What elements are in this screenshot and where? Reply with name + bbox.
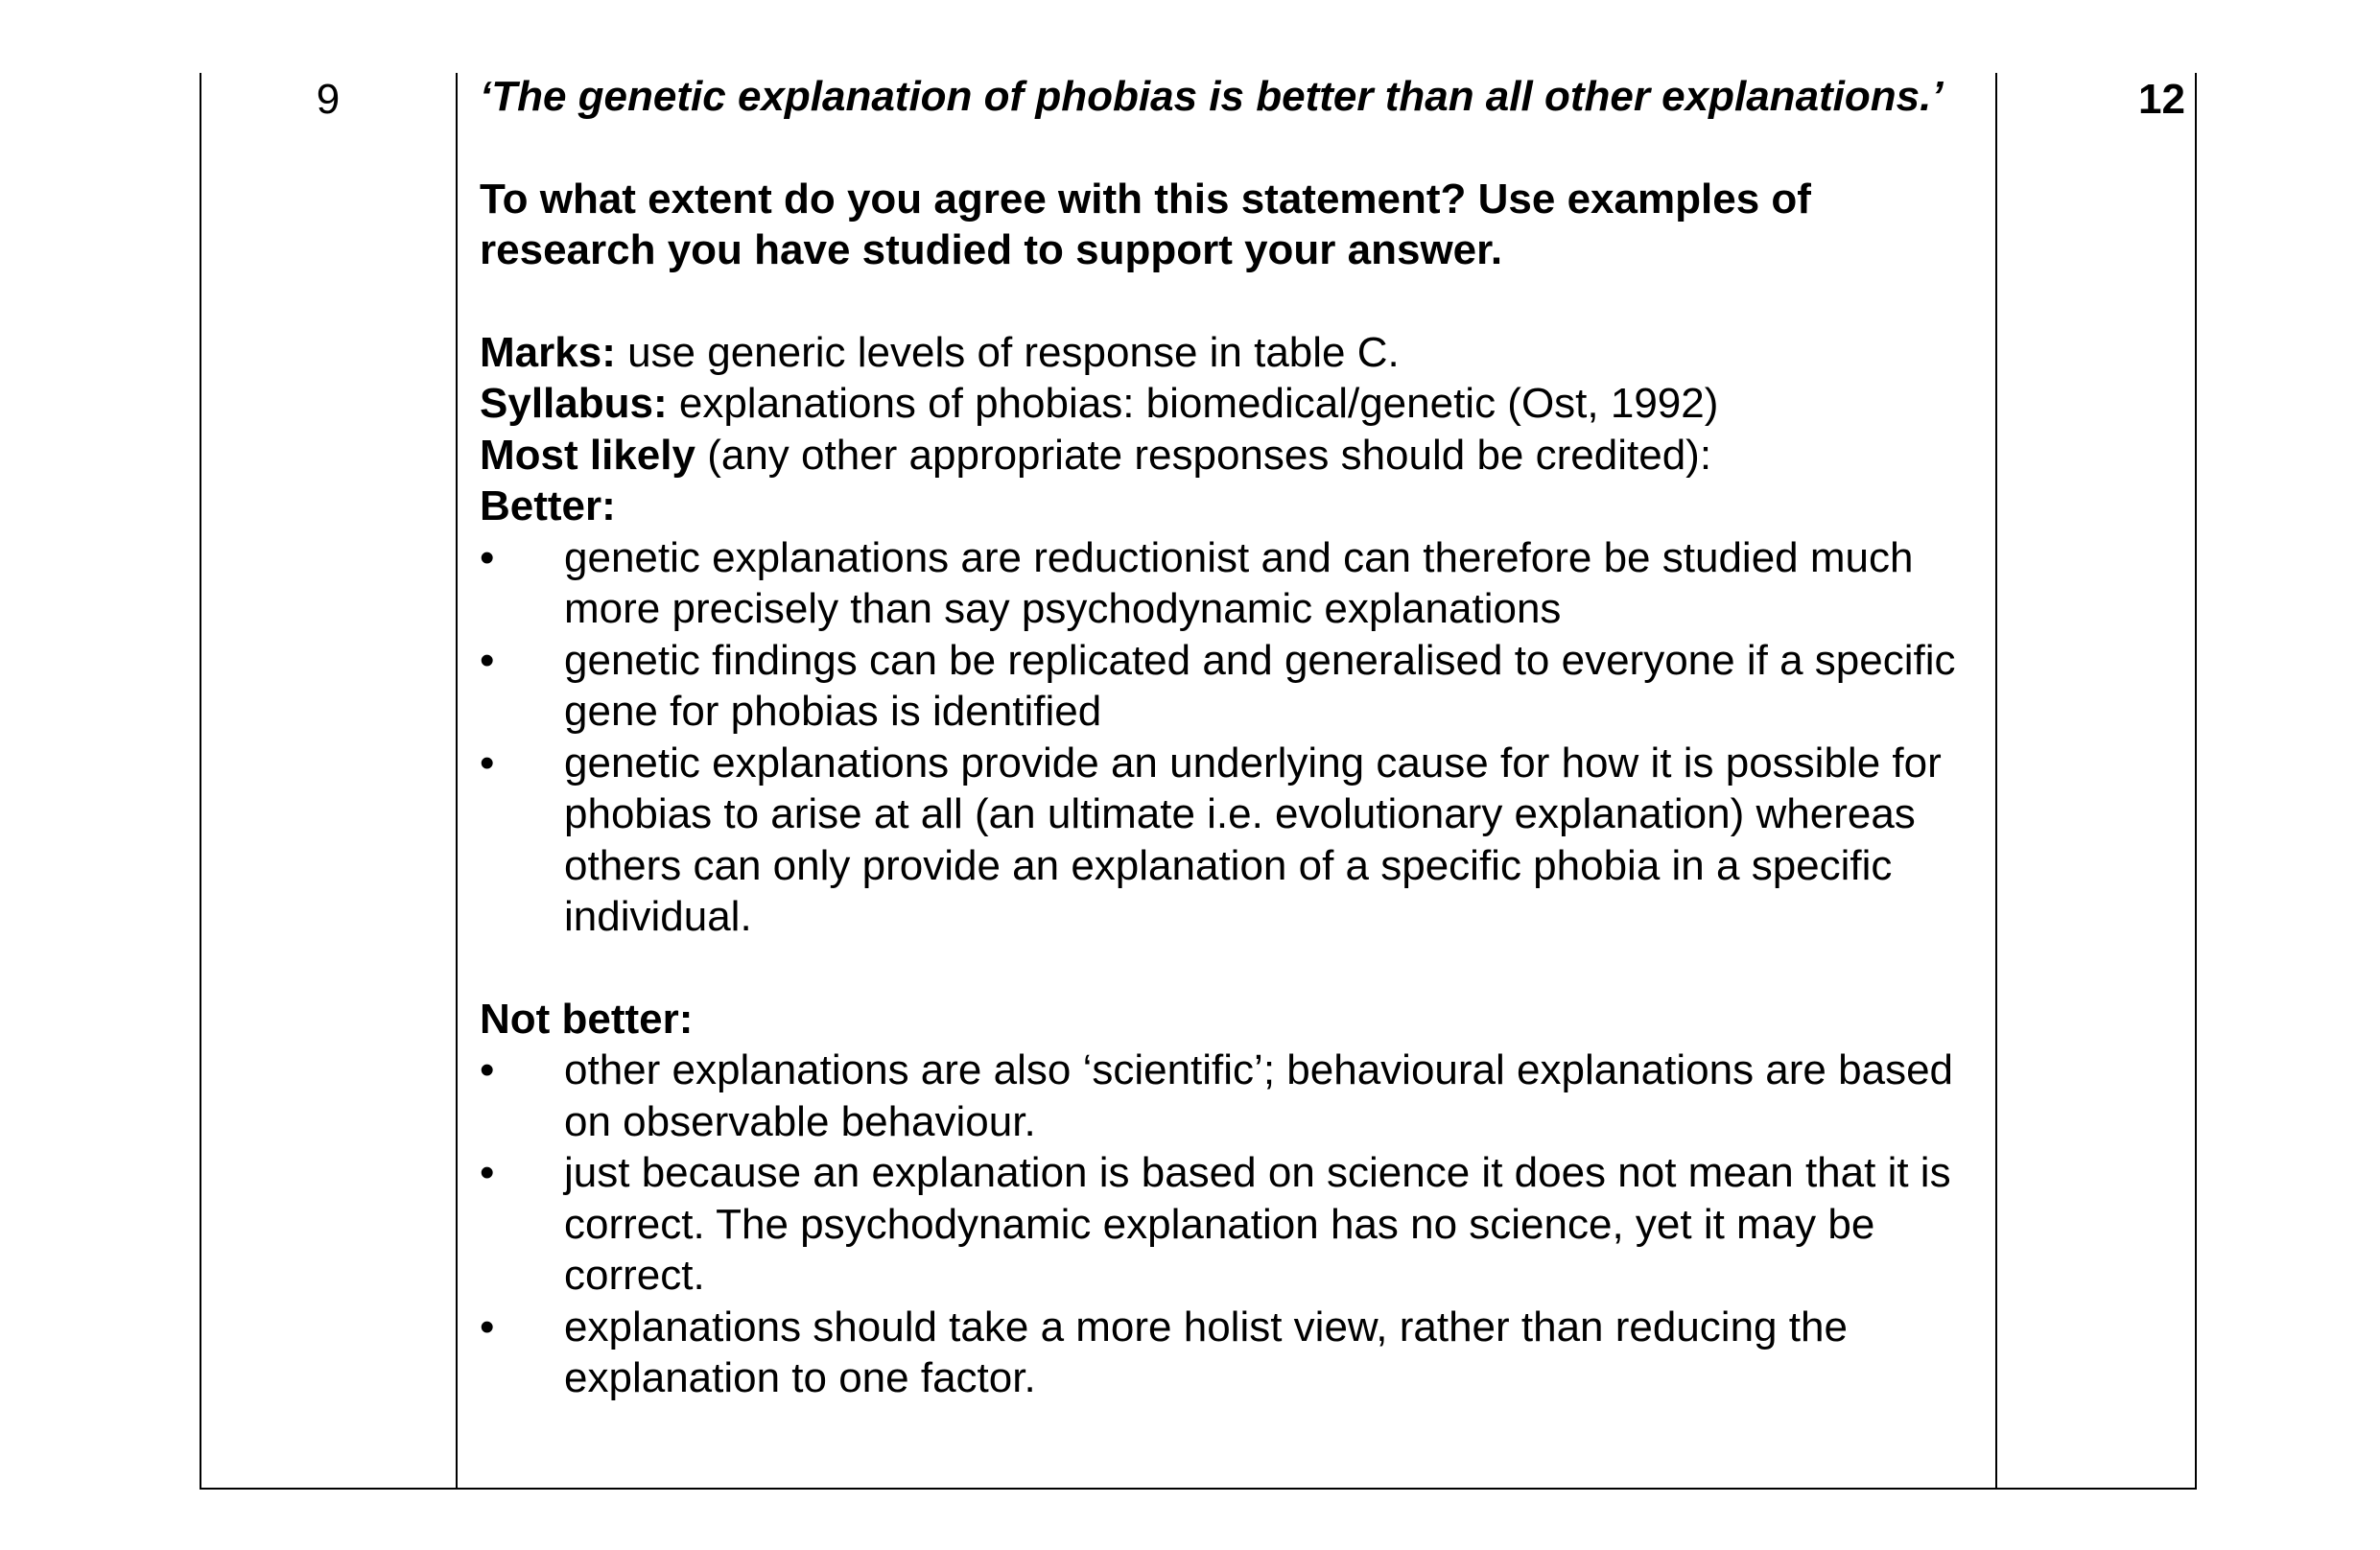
better-list xyxy=(480,532,1995,943)
better-heading: Better: xyxy=(480,482,616,529)
marks-guidance xyxy=(480,327,1995,379)
bullet-icon: • xyxy=(480,1149,495,1196)
most-likely-text: (any other appropriate responses should be credited): xyxy=(695,431,1712,479)
list-item: • genetic explanations provide an underlying cause for how it is possible for phobias to arise at all (an ultimate i.e. evolutionary explanation) whereas others can only provide an explanation of a specific phobia in a specific individual. xyxy=(480,739,1942,940)
marks-label: Marks: xyxy=(480,328,616,376)
bullet-icon: • xyxy=(480,739,495,787)
bullet-icon: • xyxy=(480,636,495,684)
table-border-right xyxy=(2195,73,2197,1490)
total-marks: 12 xyxy=(2138,76,2185,123)
list-item: • explanations should take a more holist view, rather than reducing the explanation to one factor. xyxy=(480,1303,1848,1401)
bullet-icon: • xyxy=(480,1303,495,1350)
list-item: • genetic findings can be replicated and generalised to everyone if a specific gene for phobias is identified xyxy=(480,636,1956,735)
column-divider-question xyxy=(456,73,458,1490)
not-better-heading: Not better: xyxy=(480,995,694,1043)
list-item: • genetic explanations are reductionist and can therefore be studied much more precisely than say psychodynamic explanations xyxy=(480,533,1914,632)
bullet-icon: • xyxy=(480,1046,495,1093)
list-item: • other explanations are also ‘scientific’; behavioural explanations are based on observable behaviour. xyxy=(480,1046,1954,1145)
most-likely-guidance xyxy=(480,430,1995,481)
list-item: • just because an explanation is based on science it does not mean that it is correct. The psychodynamic explanation has no science, yet it may be correct. xyxy=(480,1149,1951,1299)
question-statement: ‘The genetic explanation of phobias is better than all other explanations.’ xyxy=(480,73,1944,120)
syllabus-text: explanations of phobias: biomedical/genetic (Ost, 1992) xyxy=(667,380,1719,427)
question-number: 9 xyxy=(316,76,341,123)
marks-text: use generic levels of response in table C. xyxy=(615,328,1400,376)
syllabus-label: Syllabus: xyxy=(480,380,668,427)
most-likely-label: Most likely xyxy=(480,431,695,479)
table-border-left xyxy=(200,73,201,1490)
not-better-list xyxy=(480,1045,1995,1404)
column-divider-marks xyxy=(1995,73,1997,1490)
table-border-bottom xyxy=(200,1488,2197,1490)
bullet-icon: • xyxy=(480,533,495,581)
mark-scheme-content xyxy=(480,71,1995,1404)
syllabus-guidance xyxy=(480,378,1995,430)
question-task: To what extent do you agree with this statement? Use examples of research you have studied to support your answer. xyxy=(480,175,1811,273)
